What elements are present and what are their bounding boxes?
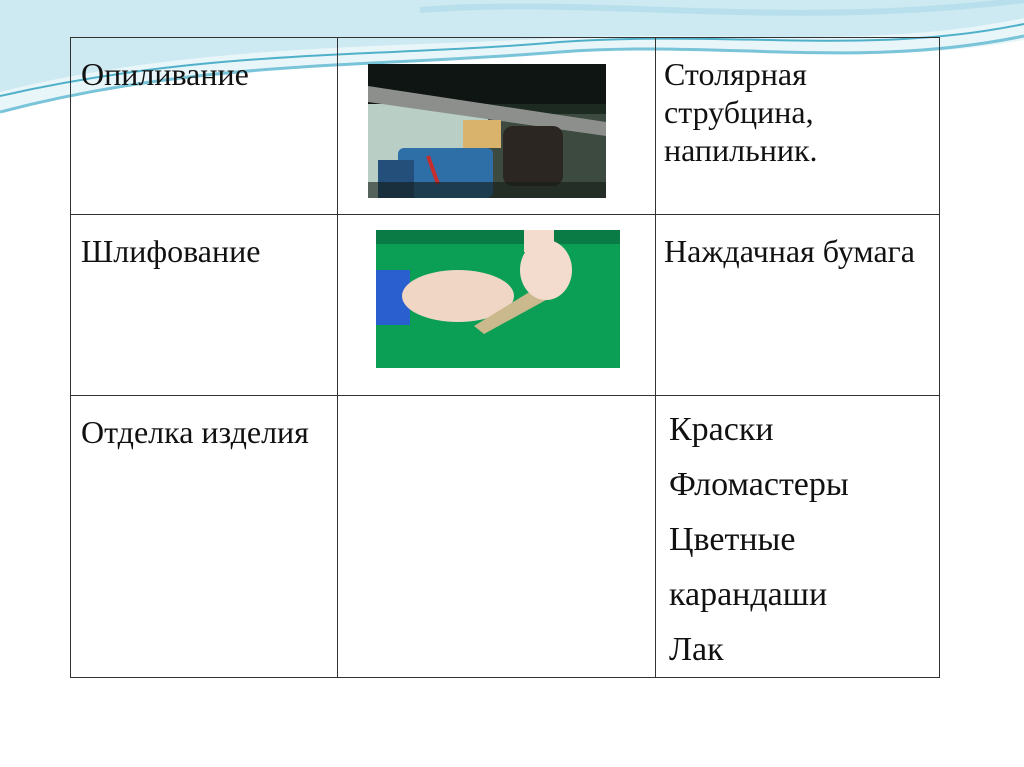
operation-label: Шлифование (81, 233, 261, 269)
image-cell (338, 396, 656, 678)
tools-list (656, 396, 939, 677)
operation-cell (71, 215, 338, 396)
table-row (71, 215, 940, 396)
list-item: Цветные (669, 521, 796, 558)
list-item: Фломастеры (669, 466, 849, 503)
tools-label: Наждачная бумага (664, 233, 915, 269)
tools-cell (656, 396, 940, 678)
tools-cell (656, 38, 940, 215)
operation-label: Опиливание (81, 56, 249, 92)
image-cell (338, 215, 656, 396)
table-row (71, 38, 940, 215)
operation-cell (71, 38, 338, 215)
operation-label: Отделка изделия (81, 414, 309, 450)
sanding-photo (376, 230, 620, 368)
filing-vise-photo (368, 64, 606, 198)
list-item: Краски (669, 411, 774, 448)
operations-table (70, 37, 940, 678)
operation-cell (71, 396, 338, 678)
list-item: Лак (669, 631, 724, 668)
list-item: карандаши (669, 576, 828, 613)
image-cell (338, 38, 656, 215)
tools-cell (656, 215, 940, 396)
tools-label: Столярная струбцина, напильник. (664, 56, 818, 168)
table-row (71, 396, 940, 678)
